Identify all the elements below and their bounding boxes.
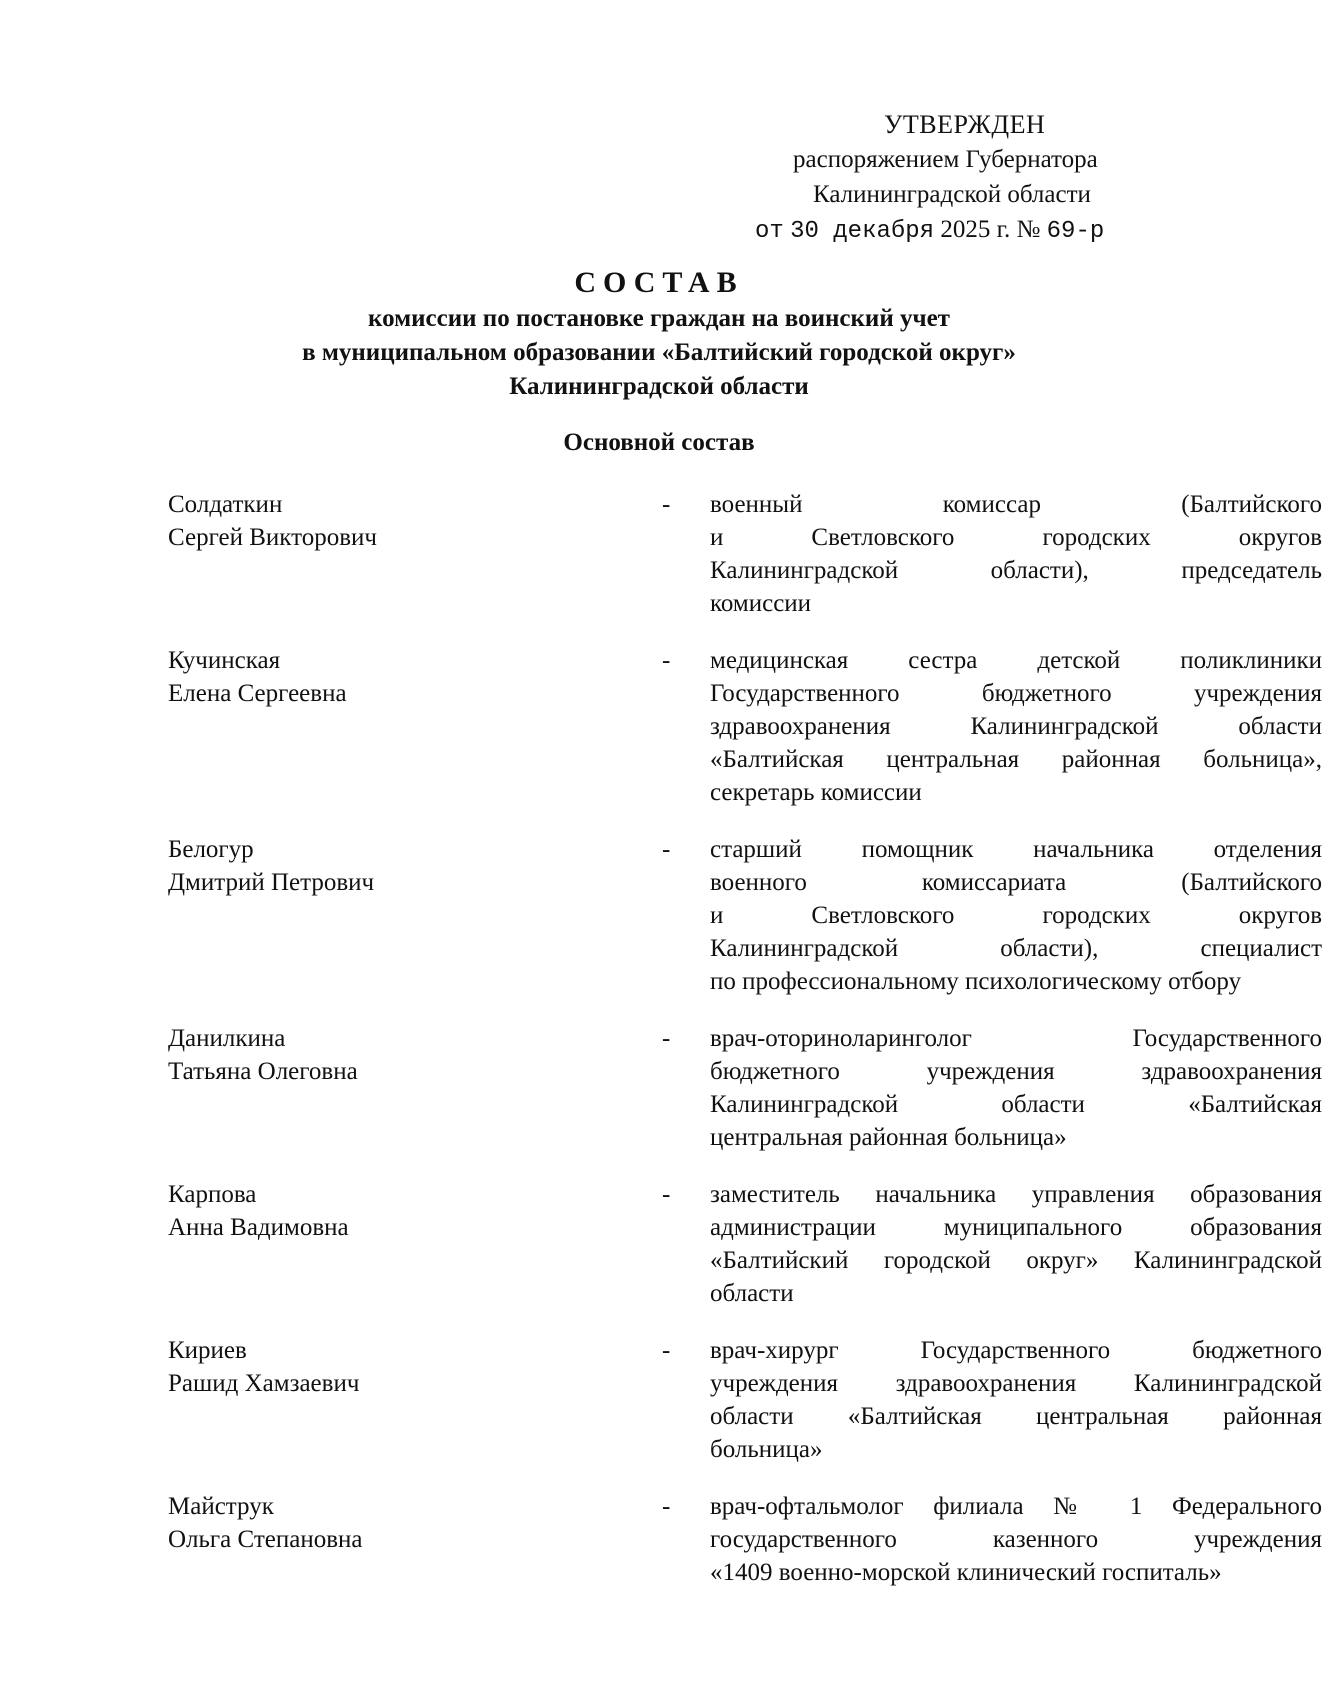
member-dash: - bbox=[662, 1493, 671, 1520]
member-surname: Майструк bbox=[168, 1493, 274, 1520]
section-title: Основной состав bbox=[563, 429, 755, 456]
member-position-line: бюджетного учреждения здравоохранения bbox=[710, 1058, 1322, 1085]
member-given-names: Елена Сергеевна bbox=[168, 680, 347, 707]
member-position-line: учреждения здравоохранения Калининградской bbox=[710, 1370, 1322, 1397]
member-given-names: Дмитрий Петрович bbox=[168, 869, 375, 896]
member-position-line: врач-хирург Государственного бюджетного bbox=[710, 1337, 1322, 1364]
document-heading bbox=[0, 264, 1318, 404]
member-position-line: старший помощник начальника отделения bbox=[710, 836, 1322, 863]
member-given-names: Сергей Викторович bbox=[168, 524, 377, 551]
member-entry bbox=[168, 644, 1322, 809]
member-position-line: «Балтийский городской округ» Калининградской bbox=[710, 1247, 1322, 1274]
member-entry bbox=[168, 1178, 1322, 1310]
member-entry bbox=[168, 1334, 1322, 1466]
member-position bbox=[710, 1490, 1322, 1589]
member-position-line: врач-оториноларинголог Государственного bbox=[710, 1025, 1322, 1052]
heading-line-3: Калининградской области bbox=[509, 373, 809, 400]
member-position bbox=[710, 1334, 1322, 1466]
member-position-line: Калининградской области), председатель bbox=[710, 557, 1322, 584]
member-position-line: секретарь комиссии bbox=[710, 779, 922, 806]
member-position bbox=[710, 833, 1322, 998]
member-position bbox=[710, 644, 1322, 809]
approval-date-prefix: от bbox=[755, 218, 784, 245]
member-name bbox=[168, 644, 498, 809]
member-surname: Солдаткин bbox=[168, 491, 283, 518]
member-position-line: области bbox=[710, 1280, 794, 1307]
approval-number: 69-р bbox=[1046, 218, 1105, 245]
member-position-line: врач-офтальмолог филиала № 1 Федерального bbox=[710, 1493, 1322, 1520]
approval-line-2: Калининградской области bbox=[813, 181, 1091, 208]
member-dash: - bbox=[662, 647, 671, 674]
member-position-line: заместитель начальника управления образования bbox=[710, 1181, 1322, 1208]
member-position-line: Калининградской области), специалист bbox=[710, 935, 1322, 962]
member-position-line: Калининградской области «Балтийская bbox=[710, 1091, 1322, 1118]
member-position-line: по профессиональному психологическому отбору bbox=[710, 968, 1242, 995]
approval-title: УТВЕРЖДЕН bbox=[884, 110, 1046, 139]
member-position-line: военный комиссар (Балтийского bbox=[710, 491, 1322, 518]
member-dash: - bbox=[662, 836, 671, 863]
member-name bbox=[168, 1490, 498, 1589]
heading-line-2: в муниципальном образовании «Балтийский городской округ» bbox=[302, 339, 1016, 366]
member-position-line: здравоохранения Калининградской области bbox=[710, 713, 1322, 740]
member-position-line: больница» bbox=[710, 1436, 823, 1463]
member-position-line: государственного казенного учреждения bbox=[710, 1526, 1322, 1553]
member-position-line: военного комиссариата (Балтийского bbox=[710, 869, 1322, 896]
member-name bbox=[168, 488, 498, 620]
member-given-names: Ольга Степановна bbox=[168, 1526, 363, 1553]
approval-date-line bbox=[700, 212, 1180, 249]
heading-line-1: комиссии по постановке граждан на воинский учет bbox=[368, 305, 950, 332]
member-surname: Белогур bbox=[168, 836, 254, 863]
member-entry bbox=[168, 833, 1322, 998]
member-surname: Кириев bbox=[168, 1337, 247, 1364]
member-surname: Кучинская bbox=[168, 647, 281, 674]
member-name bbox=[168, 1022, 498, 1154]
member-dash: - bbox=[662, 1337, 671, 1364]
member-dash: - bbox=[662, 1025, 671, 1052]
heading-title: СОСТАВ bbox=[574, 266, 744, 299]
members-list bbox=[168, 488, 1322, 1613]
member-position-line: администрации муниципального образования bbox=[710, 1214, 1322, 1241]
member-entry bbox=[168, 1490, 1322, 1589]
approval-line-1: распоряжением Губернатора bbox=[793, 146, 1098, 173]
member-position-line: Государственного бюджетного учреждения bbox=[710, 680, 1322, 707]
member-position-line: «1409 военно-морской клинический госпиталь» bbox=[710, 1559, 1222, 1586]
member-entry bbox=[168, 488, 1322, 620]
member-given-names: Татьяна Олеговна bbox=[168, 1058, 358, 1085]
approval-date-year: 2025 г. № bbox=[940, 216, 1041, 243]
member-dash: - bbox=[662, 1181, 671, 1208]
member-name bbox=[168, 1334, 498, 1466]
member-position-line: области «Балтийская центральная районная bbox=[710, 1403, 1322, 1430]
member-given-names: Анна Вадимовна bbox=[168, 1214, 349, 1241]
member-surname: Карпова bbox=[168, 1181, 257, 1208]
member-position-line: медицинская сестра детской поликлиники bbox=[710, 647, 1322, 674]
member-position bbox=[710, 488, 1322, 620]
member-entry bbox=[168, 1022, 1322, 1154]
member-surname: Данилкина bbox=[168, 1025, 286, 1052]
member-dash: - bbox=[662, 491, 671, 518]
member-position-line: центральная районная больница» bbox=[710, 1124, 1067, 1151]
member-position-line: «Балтийская центральная районная больница», bbox=[710, 746, 1322, 773]
member-name bbox=[168, 1178, 498, 1310]
member-position bbox=[710, 1022, 1322, 1154]
member-position bbox=[710, 1178, 1322, 1310]
member-name bbox=[168, 833, 498, 998]
member-position-line: и Светловского городских округов bbox=[710, 902, 1322, 929]
member-position-line: комиссии bbox=[710, 590, 812, 617]
approval-stamp bbox=[700, 107, 1180, 249]
member-position-line: и Светловского городских округов bbox=[710, 524, 1322, 551]
approval-date-value: 30 декабря bbox=[790, 218, 935, 245]
member-given-names: Рашид Хамзаевич bbox=[168, 1370, 360, 1397]
